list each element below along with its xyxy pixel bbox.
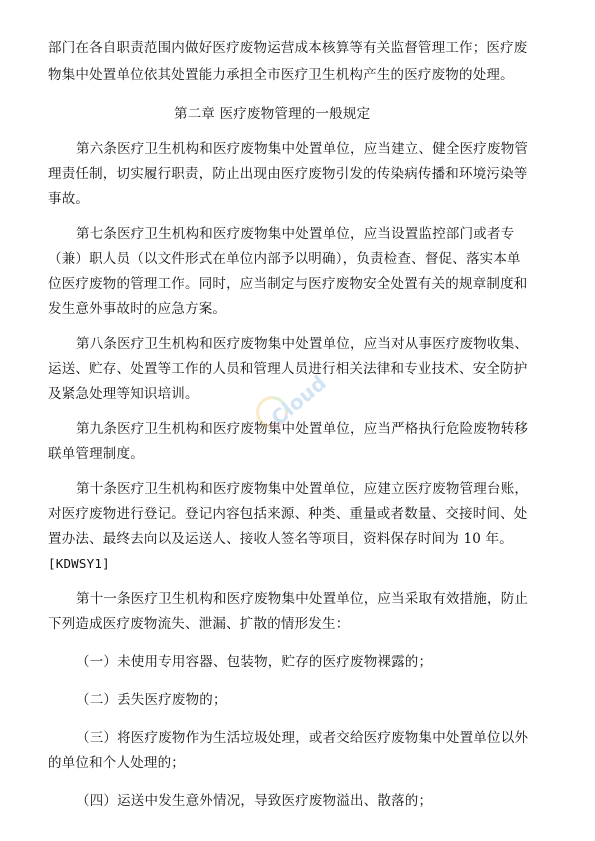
text-line: 及紧急处理等知识培训。 (48, 386, 199, 402)
comment-marker: [KDWSY1] (48, 556, 110, 571)
text-line: 理责任制，切实履行职责，防止出现由医疗废物引发的传染病传播和环境污染等 (48, 166, 528, 182)
text-line: 下列造成医疗废物流失、泄漏、扩散的情形发生： (48, 616, 350, 632)
text-line: （兼）职人员（以文件形式在单位内部予以明确），负责检查、督促、落实本单 (48, 251, 521, 267)
text-line: 第九条医疗卫生机构和医疗废物集中处置单位，应当严格执行危险废物转移 (76, 421, 529, 437)
list-item: （三）将医疗废物作为生活垃圾处理，或者交给医疗废物集中处置单位以外 (76, 730, 529, 746)
text-line: 联单管理制度。 (48, 446, 144, 462)
text-line: 对医疗废物进行登记。登记内容包括来源、种类、重量或者数量、交接时间、处 (48, 506, 528, 522)
text-line: 第七条医疗卫生机构和医疗废物集中处置单位，应当设置监控部门或者专 (76, 226, 515, 242)
text-line: 第六条医疗卫生机构和医疗废物集中处置单位，应当建立、健全医疗废物管 (76, 141, 529, 157)
text-line: 第十一条医疗卫生机构和医疗废物集中处置单位，应当采取有效措施，防止 (76, 591, 529, 607)
watermark-text: Cloud (266, 370, 331, 431)
text-line: 事故。 (48, 191, 90, 207)
text-line: 第八条医疗卫生机构和医疗废物集中处置单位，应当对从事医疗废物收集、 (76, 336, 529, 352)
text-line: 运送、贮存、处置等工作的人员和管理人员进行相关法律和专业技术、安全防护 (48, 361, 528, 377)
text-line: 部门在各自职责范围内做好医疗废物运营成本核算等有关监督管理工作；医疗废 (48, 40, 528, 56)
text-line: 置办法、最终去向以及运送人、接收人签名等项目，资料保存时间为 10 年。 (48, 531, 513, 547)
list-item: （四）运送中发生意外情况，导致医疗废物溢出、散落的； (76, 793, 433, 809)
text-line: 第十条医疗卫生机构和医疗废物集中处置单位，应建立医疗废物管理台账， (76, 481, 529, 497)
text-line: 的单位和个人处理的； (48, 755, 185, 771)
list-item: （二）丢失医疗废物的； (76, 692, 227, 708)
text-line: 发生意外事故时的应急方案。 (48, 301, 227, 317)
chapter-heading: 第二章 医疗废物管理的一般规定 (174, 106, 371, 122)
text-line: 位医疗废物的管理工作。同时，应当制定与医疗废物安全处置有关的规章制度和 (48, 276, 528, 292)
list-item: （一）未使用专用容器、包装物，贮存的医疗废物裸露的； (76, 654, 433, 670)
text-line: 物集中处置单位依其处置能力承担全市医疗卫生机构产生的医疗废物的处理。 (48, 67, 514, 83)
